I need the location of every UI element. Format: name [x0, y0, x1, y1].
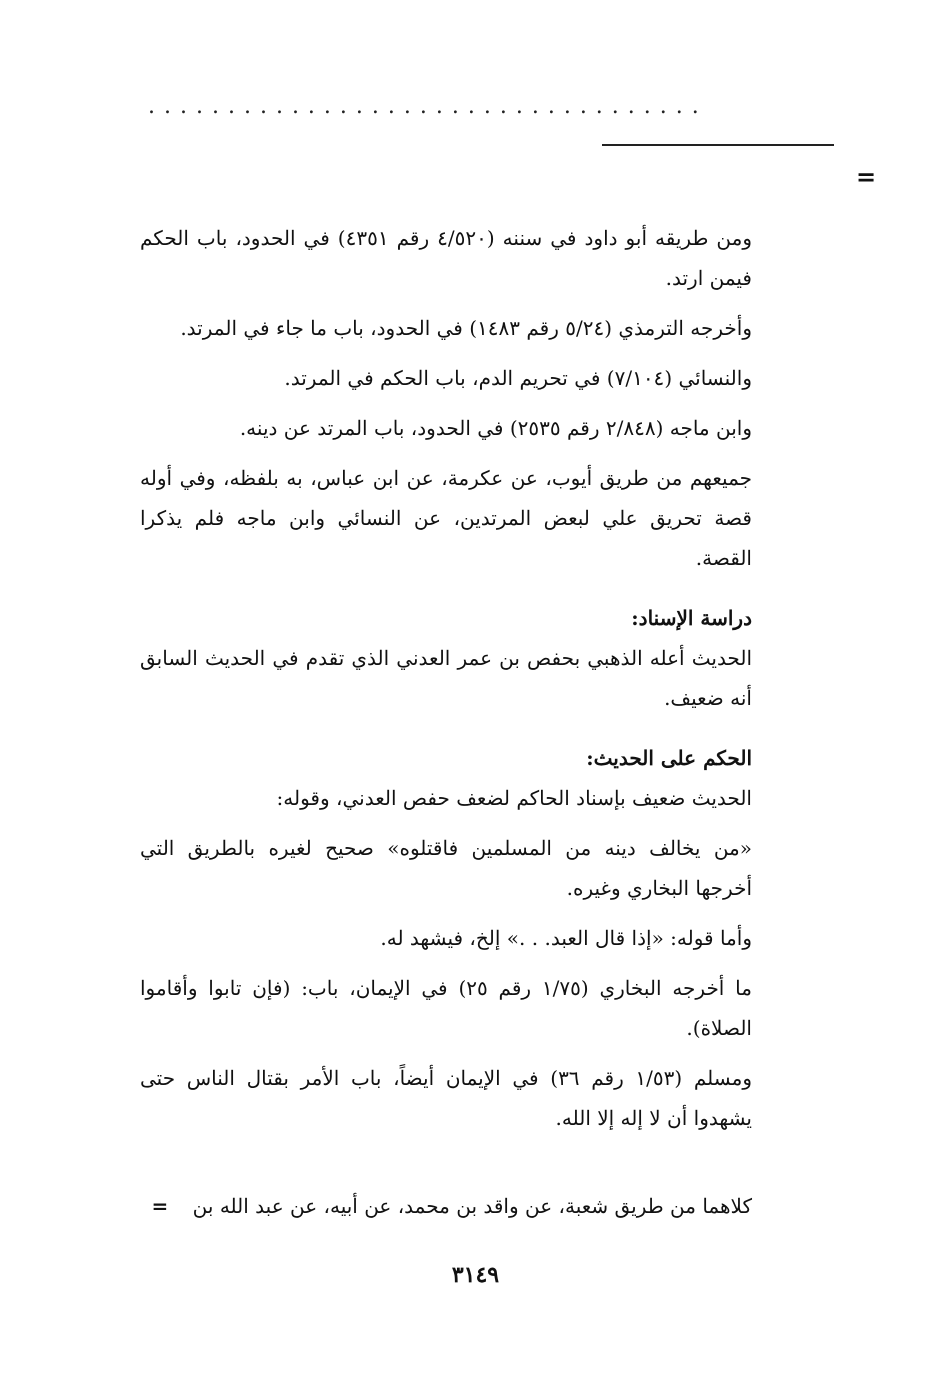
continuation-mark: =	[856, 162, 877, 191]
header-dotted-line: ...................................	[148, 94, 708, 119]
section-heading-isnad: دراسة الإسناد:	[631, 606, 752, 630]
last-line-text: كلاهما من طريق شعبة، عن واقد بن محمد، عن أبيه، عن عبد الله بن	[192, 1194, 752, 1218]
paragraph-hukm-5: ومسلم (١/٥٣ رقم ٣٦) في الإيمان أيضاً، باب الأمر بقتال الناس حتى يشهدوا أن لا إله إلا الله.	[140, 1066, 753, 1130]
paragraph-abu-dawud: ومن طريقه أبو داود في سننه (٤/٥٢٠ رقم ٤٣٥١) في الحدود، باب الحكم فيمن ارتد.	[140, 226, 752, 290]
last-line-continuation-mark: =	[151, 1194, 169, 1218]
paragraph-hukm-1: الحديث ضعيف بإسناد الحاكم لضعف حفص العدني، وقوله:	[276, 786, 752, 810]
paragraph-hukm-4: ما أخرجه البخاري (١/٧٥ رقم ٢٥) في الإيمان، باب: (فإن تابوا وأقاموا الصلاة).	[140, 976, 752, 1040]
section-heading-hukm: الحكم على الحديث:	[586, 746, 752, 770]
paragraph-hukm-3: وأما قوله: «إذا قال العبد. . .» إلخ، فيشهد له.	[380, 926, 752, 950]
paragraph-all-routes: جميعهم من طريق أيوب، عن عكرمة، عن ابن عباس، به بلفظه، وفي أوله قصة تحريق علي لبعض المرتدين، عن النسائي وابن ماجه فلم يذكرا القصة.	[140, 466, 752, 570]
header-rule	[602, 144, 834, 146]
paragraph-hukm-2: «من يخالف دينه من المسلمين فاقتلوه» صحيح لغيره بالطريق التي أخرجها البخاري وغيره.	[140, 836, 752, 900]
paragraph-ibn-majah: وابن ماجه (٢/٨٤٨ رقم ٢٥٣٥) في الحدود، باب المرتد عن دينه.	[239, 416, 752, 440]
page-number: ٣١٤٩	[451, 1262, 500, 1288]
paragraph-isnad: الحديث أعله الذهبي بحفص بن عمر العدني الذي تقدم في الحديث السابق أنه ضعيف.	[140, 646, 752, 710]
page-body	[140, 218, 752, 1148]
paragraph-nasai: والنسائي (٧/١٠٤) في تحريم الدم، باب الحكم في المرتد.	[284, 366, 752, 390]
last-line	[120, 1186, 752, 1226]
paragraph-tirmidhi: وأخرجه الترمذي (٥/٢٤ رقم ١٤٨٣) في الحدود، باب ما جاء في المرتد.	[180, 316, 752, 340]
